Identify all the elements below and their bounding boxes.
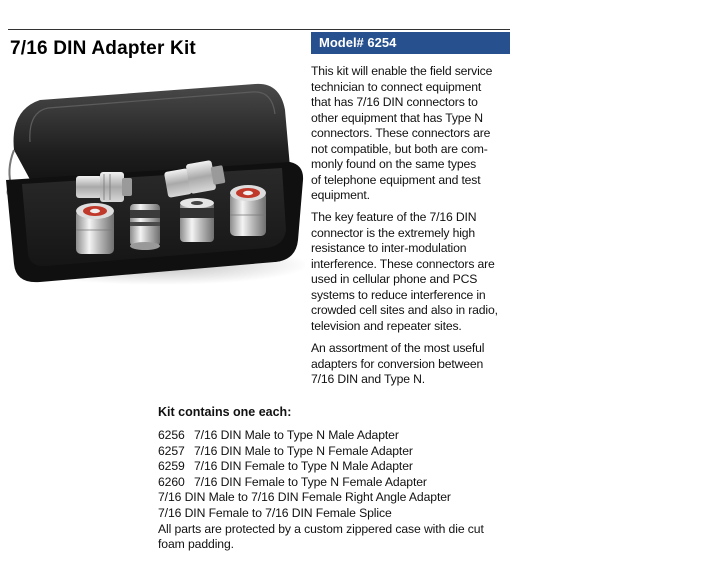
kit-item bbox=[158, 428, 518, 444]
kit-item-number: 6256 bbox=[158, 428, 185, 442]
text-line: used in cellular phone and PCS bbox=[311, 272, 478, 286]
adapter-6 bbox=[230, 185, 266, 236]
text-line: not compatible, but both are com- bbox=[311, 141, 488, 156]
page-title: 7/16 DIN Adapter Kit bbox=[10, 38, 196, 59]
text-line: adapters for conversion between bbox=[311, 356, 484, 371]
text-line: crowded cell sites and also in radio, bbox=[311, 303, 498, 317]
text-line: connectors. These connectors are bbox=[311, 126, 491, 140]
adapter-1 bbox=[76, 172, 132, 202]
text-line: resistance to inter-modulation bbox=[311, 241, 467, 255]
description-paragraph-3 bbox=[311, 341, 511, 388]
model-number-label: Model# 6254 bbox=[319, 35, 397, 50]
model-number-banner bbox=[311, 32, 510, 54]
kit-item bbox=[158, 506, 518, 522]
adapter-3 bbox=[76, 203, 114, 254]
text-line: The key feature of the 7/16 DIN bbox=[311, 210, 477, 224]
text-line: equipment. bbox=[311, 188, 370, 202]
text-line: An assortment of the most useful bbox=[311, 341, 485, 355]
kit-item-number: 6259 bbox=[158, 459, 185, 474]
text-line: monly found on the same types bbox=[311, 157, 477, 171]
adapter-5 bbox=[180, 198, 214, 242]
text-line: connector is the extremely high bbox=[311, 225, 476, 240]
kit-contents-heading: Kit contains one each: bbox=[158, 405, 292, 419]
kit-item-text: 7/16 DIN Male to 7/16 DIN Female Right Angle Adapter bbox=[158, 490, 451, 505]
kit-footer-line: foam padding. bbox=[158, 537, 234, 552]
kit-item-text: 7/16 DIN Female to Type N Male Adapter bbox=[194, 459, 413, 474]
kit-item-text: 7/16 DIN Female to Type N Female Adapter bbox=[194, 474, 427, 489]
kit-footer-line: All parts are protected by a custom zippered case with die cut bbox=[158, 521, 484, 536]
text-line: of telephone equipment and test bbox=[311, 172, 481, 187]
description-paragraph-2 bbox=[311, 210, 511, 334]
text-line: other equipment that has Type N bbox=[311, 110, 483, 125]
text-line: 7/16 DIN and Type N. bbox=[311, 372, 425, 386]
text-line: that has 7/16 DIN connectors to bbox=[311, 95, 478, 109]
adapter-kit-photo bbox=[0, 70, 305, 290]
header-rule bbox=[8, 29, 510, 30]
kit-item bbox=[158, 475, 518, 491]
kit-contents-list bbox=[158, 428, 518, 553]
kit-item-text: 7/16 DIN Female to 7/16 DIN Female Splice bbox=[158, 505, 392, 520]
text-line: television and repeater sites. bbox=[311, 318, 462, 333]
kit-item bbox=[158, 459, 518, 475]
kit-item-number: 6260 bbox=[158, 474, 185, 489]
text-line: systems to reduce interference in bbox=[311, 287, 486, 302]
kit-item-text: 7/16 DIN Male to Type N Male Adapter bbox=[194, 428, 399, 442]
kit-item bbox=[158, 490, 518, 506]
kit-item-number: 6257 bbox=[158, 443, 185, 458]
text-line: technician to connect equipment bbox=[311, 79, 482, 94]
text-line: This kit will enable the field service bbox=[311, 64, 493, 78]
kit-item bbox=[158, 444, 518, 460]
description-paragraph-1 bbox=[311, 64, 511, 204]
text-line: interference. These connectors are bbox=[311, 256, 495, 271]
kit-item-text: 7/16 DIN Male to Type N Female Adapter bbox=[194, 443, 413, 458]
adapter-4 bbox=[130, 204, 160, 250]
